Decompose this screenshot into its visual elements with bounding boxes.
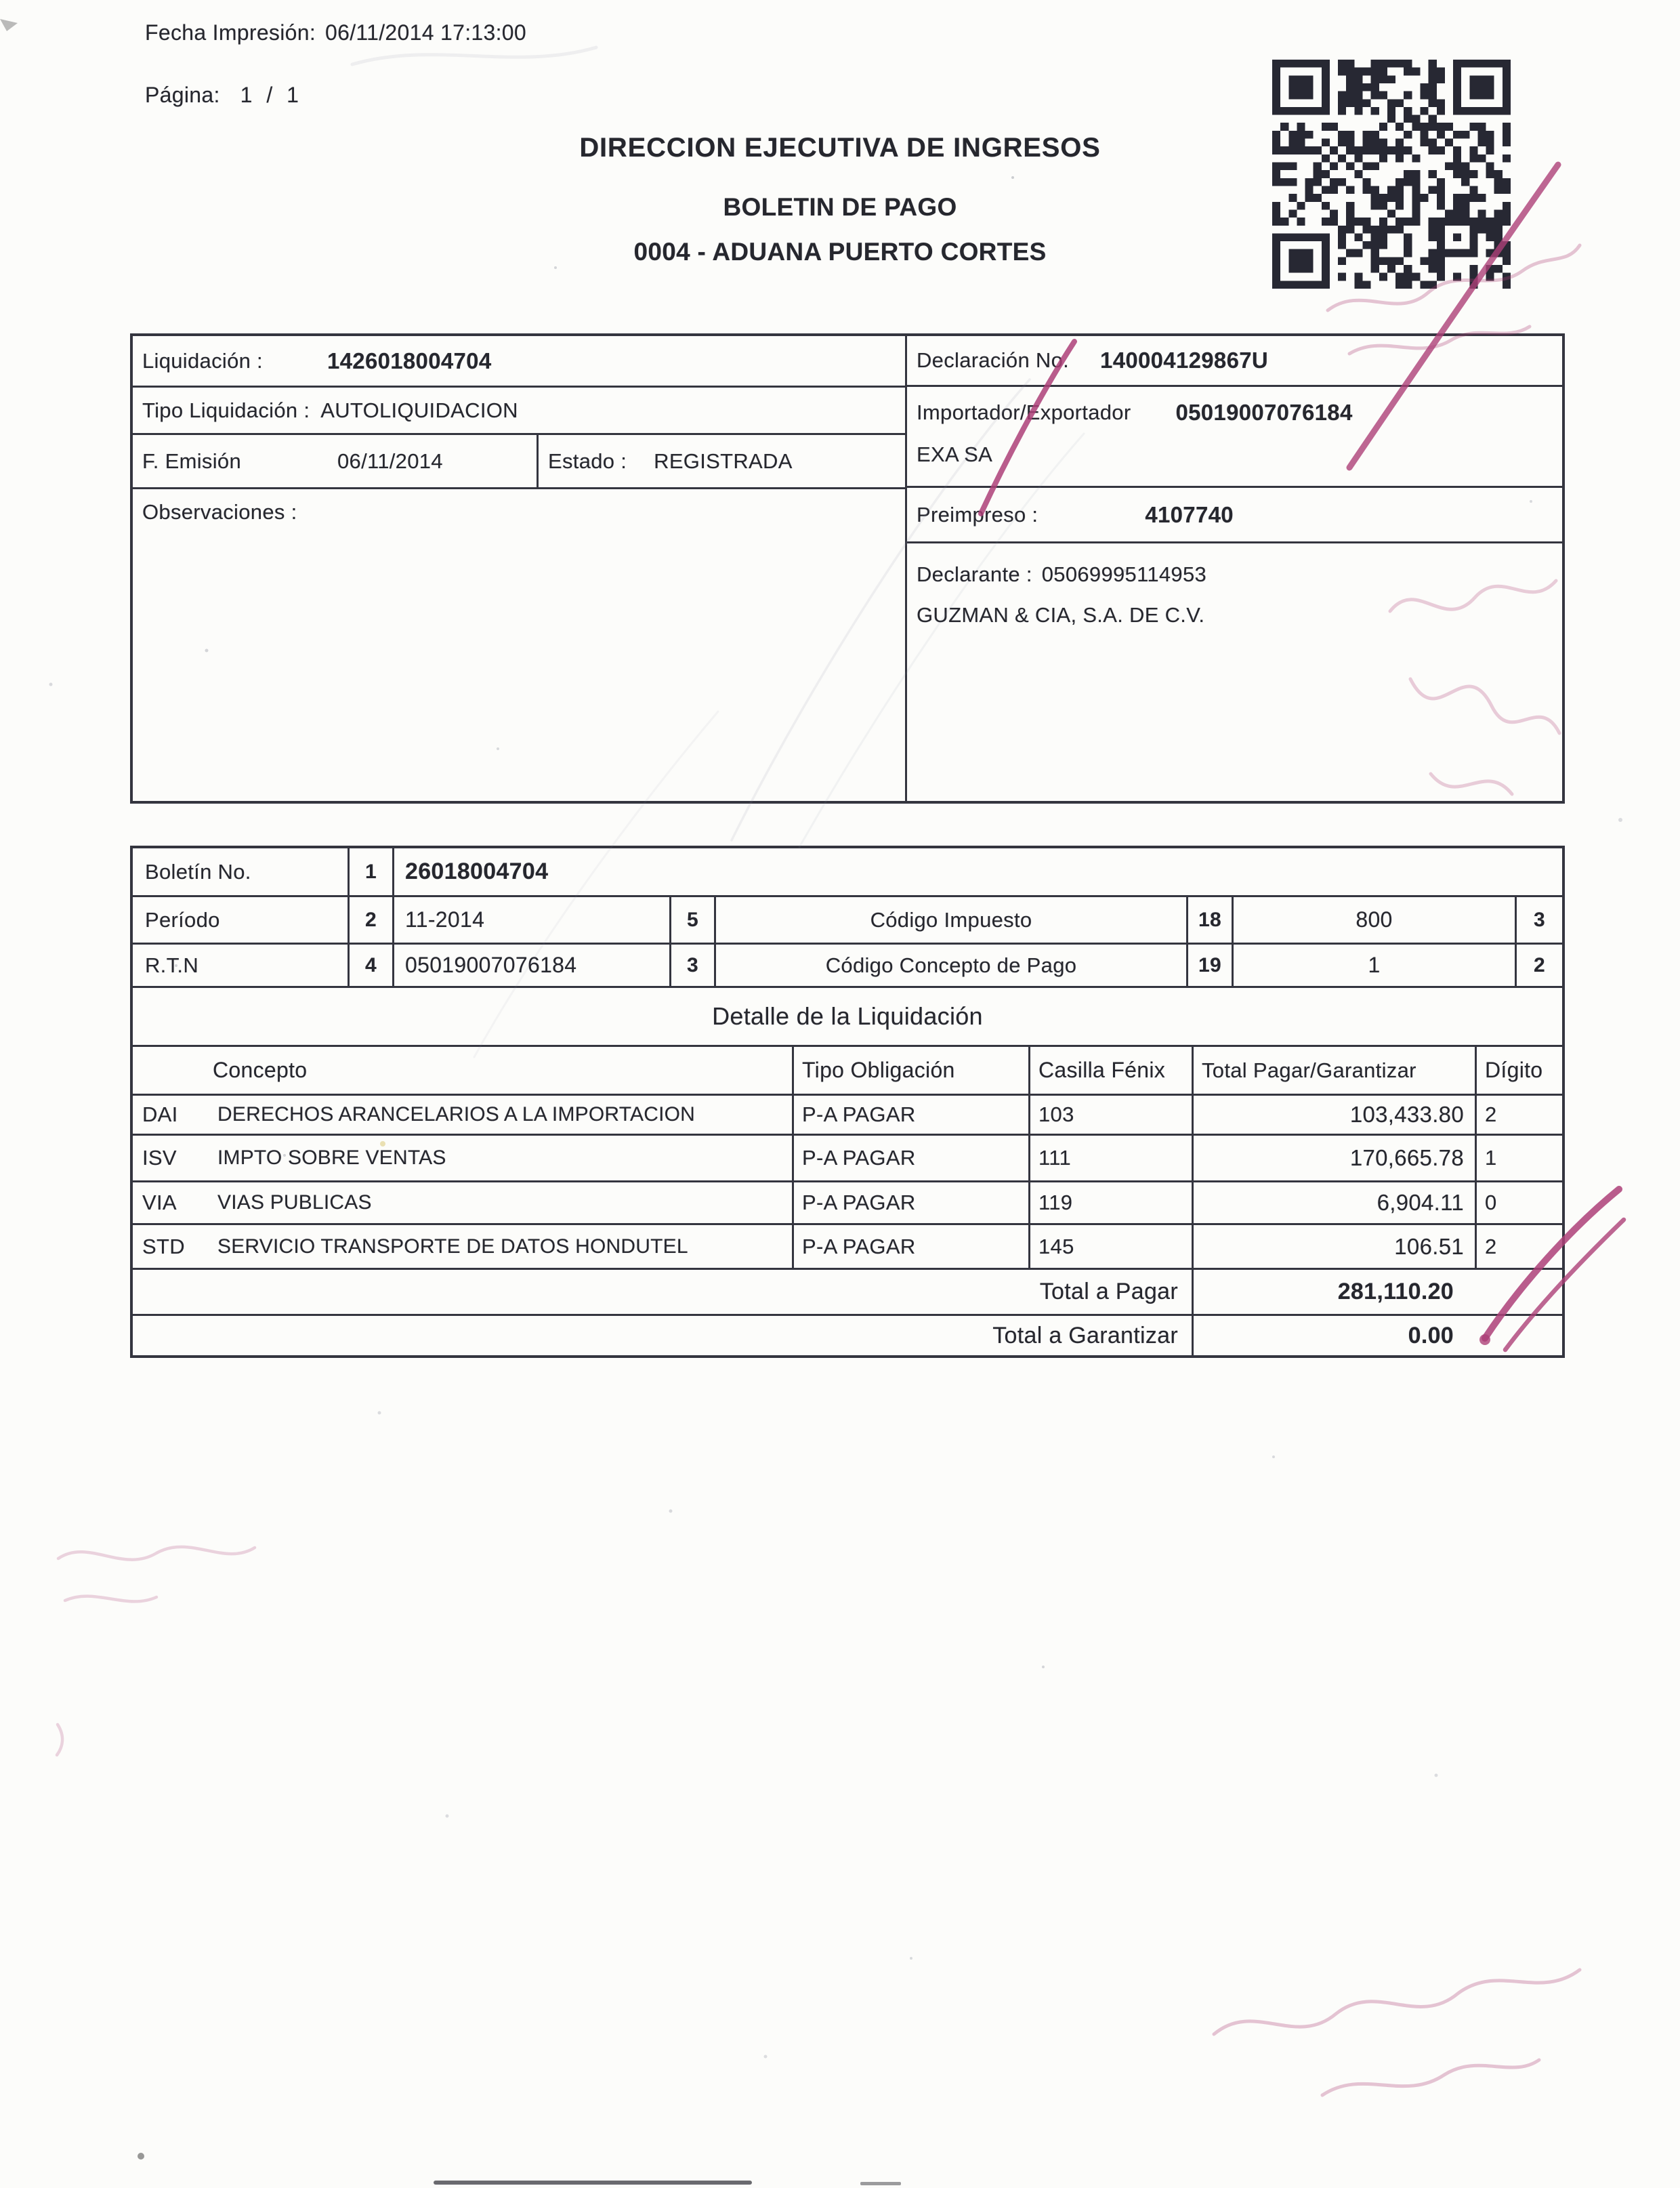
digito-cell: 0 [1485,1191,1497,1214]
concepto-cell [133,1136,794,1180]
codigo-concepto-label: Código Concepto de Pago [716,945,1188,986]
codigo-concepto-box: 19 [1188,945,1234,986]
tipo-obligacion-cell: P-A PAGAR [794,1225,1030,1268]
periodo-row [133,897,1562,945]
declarante-line [917,558,1562,591]
importador-row [907,387,1562,488]
total-cell: 6,904.11 [1194,1182,1477,1223]
total-pagar-row [133,1270,1562,1316]
concepto-cell [133,1225,794,1268]
f-emision-cell [133,435,539,487]
detalle-row-via [133,1182,1562,1225]
estado-value: REGISTRADA [654,449,793,473]
bottom-edge-mark [434,2181,752,2185]
periodo-label: Período [133,897,350,943]
digito-cell: 2 [1485,1234,1497,1258]
declaracion-label: Declaración No. [917,348,1070,372]
col-tipo-obligacion: Tipo Obligación [794,1047,1030,1094]
estado-cell [539,435,905,487]
rtn-label: R.T.N [133,945,350,986]
col-digito: Dígito [1485,1058,1543,1082]
tipo-liquidacion-value: AUTOLIQUIDACION [320,398,518,422]
qr-code-icon [1272,60,1511,289]
concepto-code: VIA [142,1191,177,1214]
concepto-code: STD [142,1234,185,1258]
boletin-no-row [133,848,1562,897]
pen-faint-left [57,1547,255,1755]
tipo-obligacion-cell: P-A PAGAR [794,1096,1030,1134]
concepto-desc: IMPTO SOBRE VENTAS [217,1147,446,1169]
rtn-value: 05019007076184 [394,945,671,986]
codigo-concepto-box2: 2 [1534,953,1545,976]
corner-sliver [0,19,18,31]
liquidacion-table-left [133,336,907,801]
codigo-impuesto-value: 800 [1234,897,1517,943]
codigo-impuesto-box2: 3 [1534,908,1545,931]
importador-line [917,394,1562,432]
observaciones-label: Observaciones : [142,500,297,524]
concepto-cell [133,1182,794,1223]
detalle-row-isv [133,1136,1562,1182]
fecha-impresion [145,19,526,46]
digito-cell: 1 [1485,1146,1497,1170]
digito-cell: 2 [1485,1102,1497,1126]
total-cell: 106.51 [1194,1225,1477,1268]
detalle-row-std [133,1225,1562,1270]
rtn-row [133,945,1562,988]
concepto-code: DAI [142,1102,178,1126]
preimpreso-label: Preimpreso : [917,502,1038,527]
declarante-nombre: GUZMAN & CIA, S.A. DE C.V. [917,603,1205,627]
col-casilla-fenix: Casilla Fénix [1030,1047,1194,1094]
pen-faint-signature-bottom [1214,1970,1580,2095]
detalle-title: Detalle de la Liquidación [133,988,1562,1047]
liquidacion-value: 1426018004704 [327,348,492,373]
boletin-no-box: 1 [350,848,394,895]
declarante-value: 05069995114953 [1041,562,1207,586]
boletin-detalle-table [130,846,1565,1358]
codigo-concepto-value: 1 [1234,945,1517,986]
declarante-label: Declarante : [917,562,1032,586]
fecha-impresion-label: Fecha Impresión: [145,20,316,45]
org-title: DIRECCION EJECUTIVA DE INGRESOS [579,133,1101,163]
total-cell: 170,665.78 [1194,1136,1477,1180]
print-meta [145,19,526,108]
boletin-no-label: Boletín No. [133,848,350,895]
periodo-value: 11-2014 [394,897,671,943]
casilla-cell: 145 [1030,1225,1194,1268]
tipo-obligacion-cell: P-A PAGAR [794,1136,1030,1180]
pagina-value: 1 / 1 [240,83,303,107]
declaracion-row [907,336,1562,387]
concepto-cell [133,1096,794,1134]
estado-label: Estado : [548,449,627,473]
f-emision-label: F. Emisión [142,449,241,473]
codigo-impuesto-box: 18 [1188,897,1234,943]
f-emision-value: 06/11/2014 [337,449,443,473]
declaracion-value: 140004129867U [1100,348,1269,373]
casilla-cell: 103 [1030,1096,1194,1134]
preimpreso-value: 4107740 [1145,501,1234,527]
liquidacion-table-right [907,336,1562,801]
importador-nombre: EXA SA [917,442,993,466]
rtn-box2: 3 [671,945,716,986]
total-cell: 103,433.80 [1194,1096,1477,1134]
bottom-edge-mark [860,2182,901,2185]
declarante-row [907,543,1562,801]
codigo-impuesto-label: Código Impuesto [716,897,1188,943]
detalle-row-dai [133,1096,1562,1136]
preimpreso-row [907,488,1562,543]
observaciones-row [133,489,905,801]
fecha-impresion-value: 06/11/2014 17:13:00 [325,20,526,45]
boletin-no-value: 26018004704 [405,859,549,884]
total-garantizar-value: 0.00 [1408,1322,1454,1348]
total-pagar-value: 281,110.20 [1337,1279,1454,1304]
liquidacion-table [130,333,1565,804]
pagina-label: Página: [145,83,220,107]
doc-title: BOLETIN DE PAGO [723,193,957,221]
importador-value: 05019007076184 [1175,400,1353,425]
speck [138,2153,144,2160]
tipo-obligacion-cell: P-A PAGAR [794,1182,1030,1223]
tipo-liquidacion-row [133,388,905,435]
concepto-desc: DERECHOS ARANCELARIOS A LA IMPORTACION [217,1103,696,1126]
periodo-box2: 5 [671,897,716,943]
importador-nombre-line [917,436,1562,474]
casilla-cell: 111 [1030,1136,1194,1180]
casilla-cell: 119 [1030,1182,1194,1223]
aduana-title: 0004 - ADUANA PUERTO CORTES [633,238,1047,266]
declarante-nombre-line [917,599,1562,632]
importador-label: Importador/Exportador [917,400,1131,424]
liquidacion-row [133,336,905,388]
emision-estado-row [133,435,905,489]
col-concepto: Concepto [133,1047,794,1094]
detalle-header-row [133,1047,1562,1096]
liquidacion-label: Liquidación : [142,348,263,373]
concepto-desc: VIAS PUBLICAS [217,1191,372,1214]
concepto-desc: SERVICIO TRANSPORTE DE DATOS HONDUTEL [217,1235,688,1258]
periodo-box: 2 [350,897,394,943]
col-total: Total Pagar/Garantizar [1194,1047,1477,1094]
pagina [145,81,526,108]
rtn-box: 4 [350,945,394,986]
total-garantizar-label: Total a Garantizar [133,1316,1194,1355]
total-pagar-label: Total a Pagar [133,1270,1194,1314]
total-garantizar-row [133,1316,1562,1355]
concepto-code: ISV [142,1146,177,1170]
tipo-liquidacion-label: Tipo Liquidación : [142,398,310,422]
